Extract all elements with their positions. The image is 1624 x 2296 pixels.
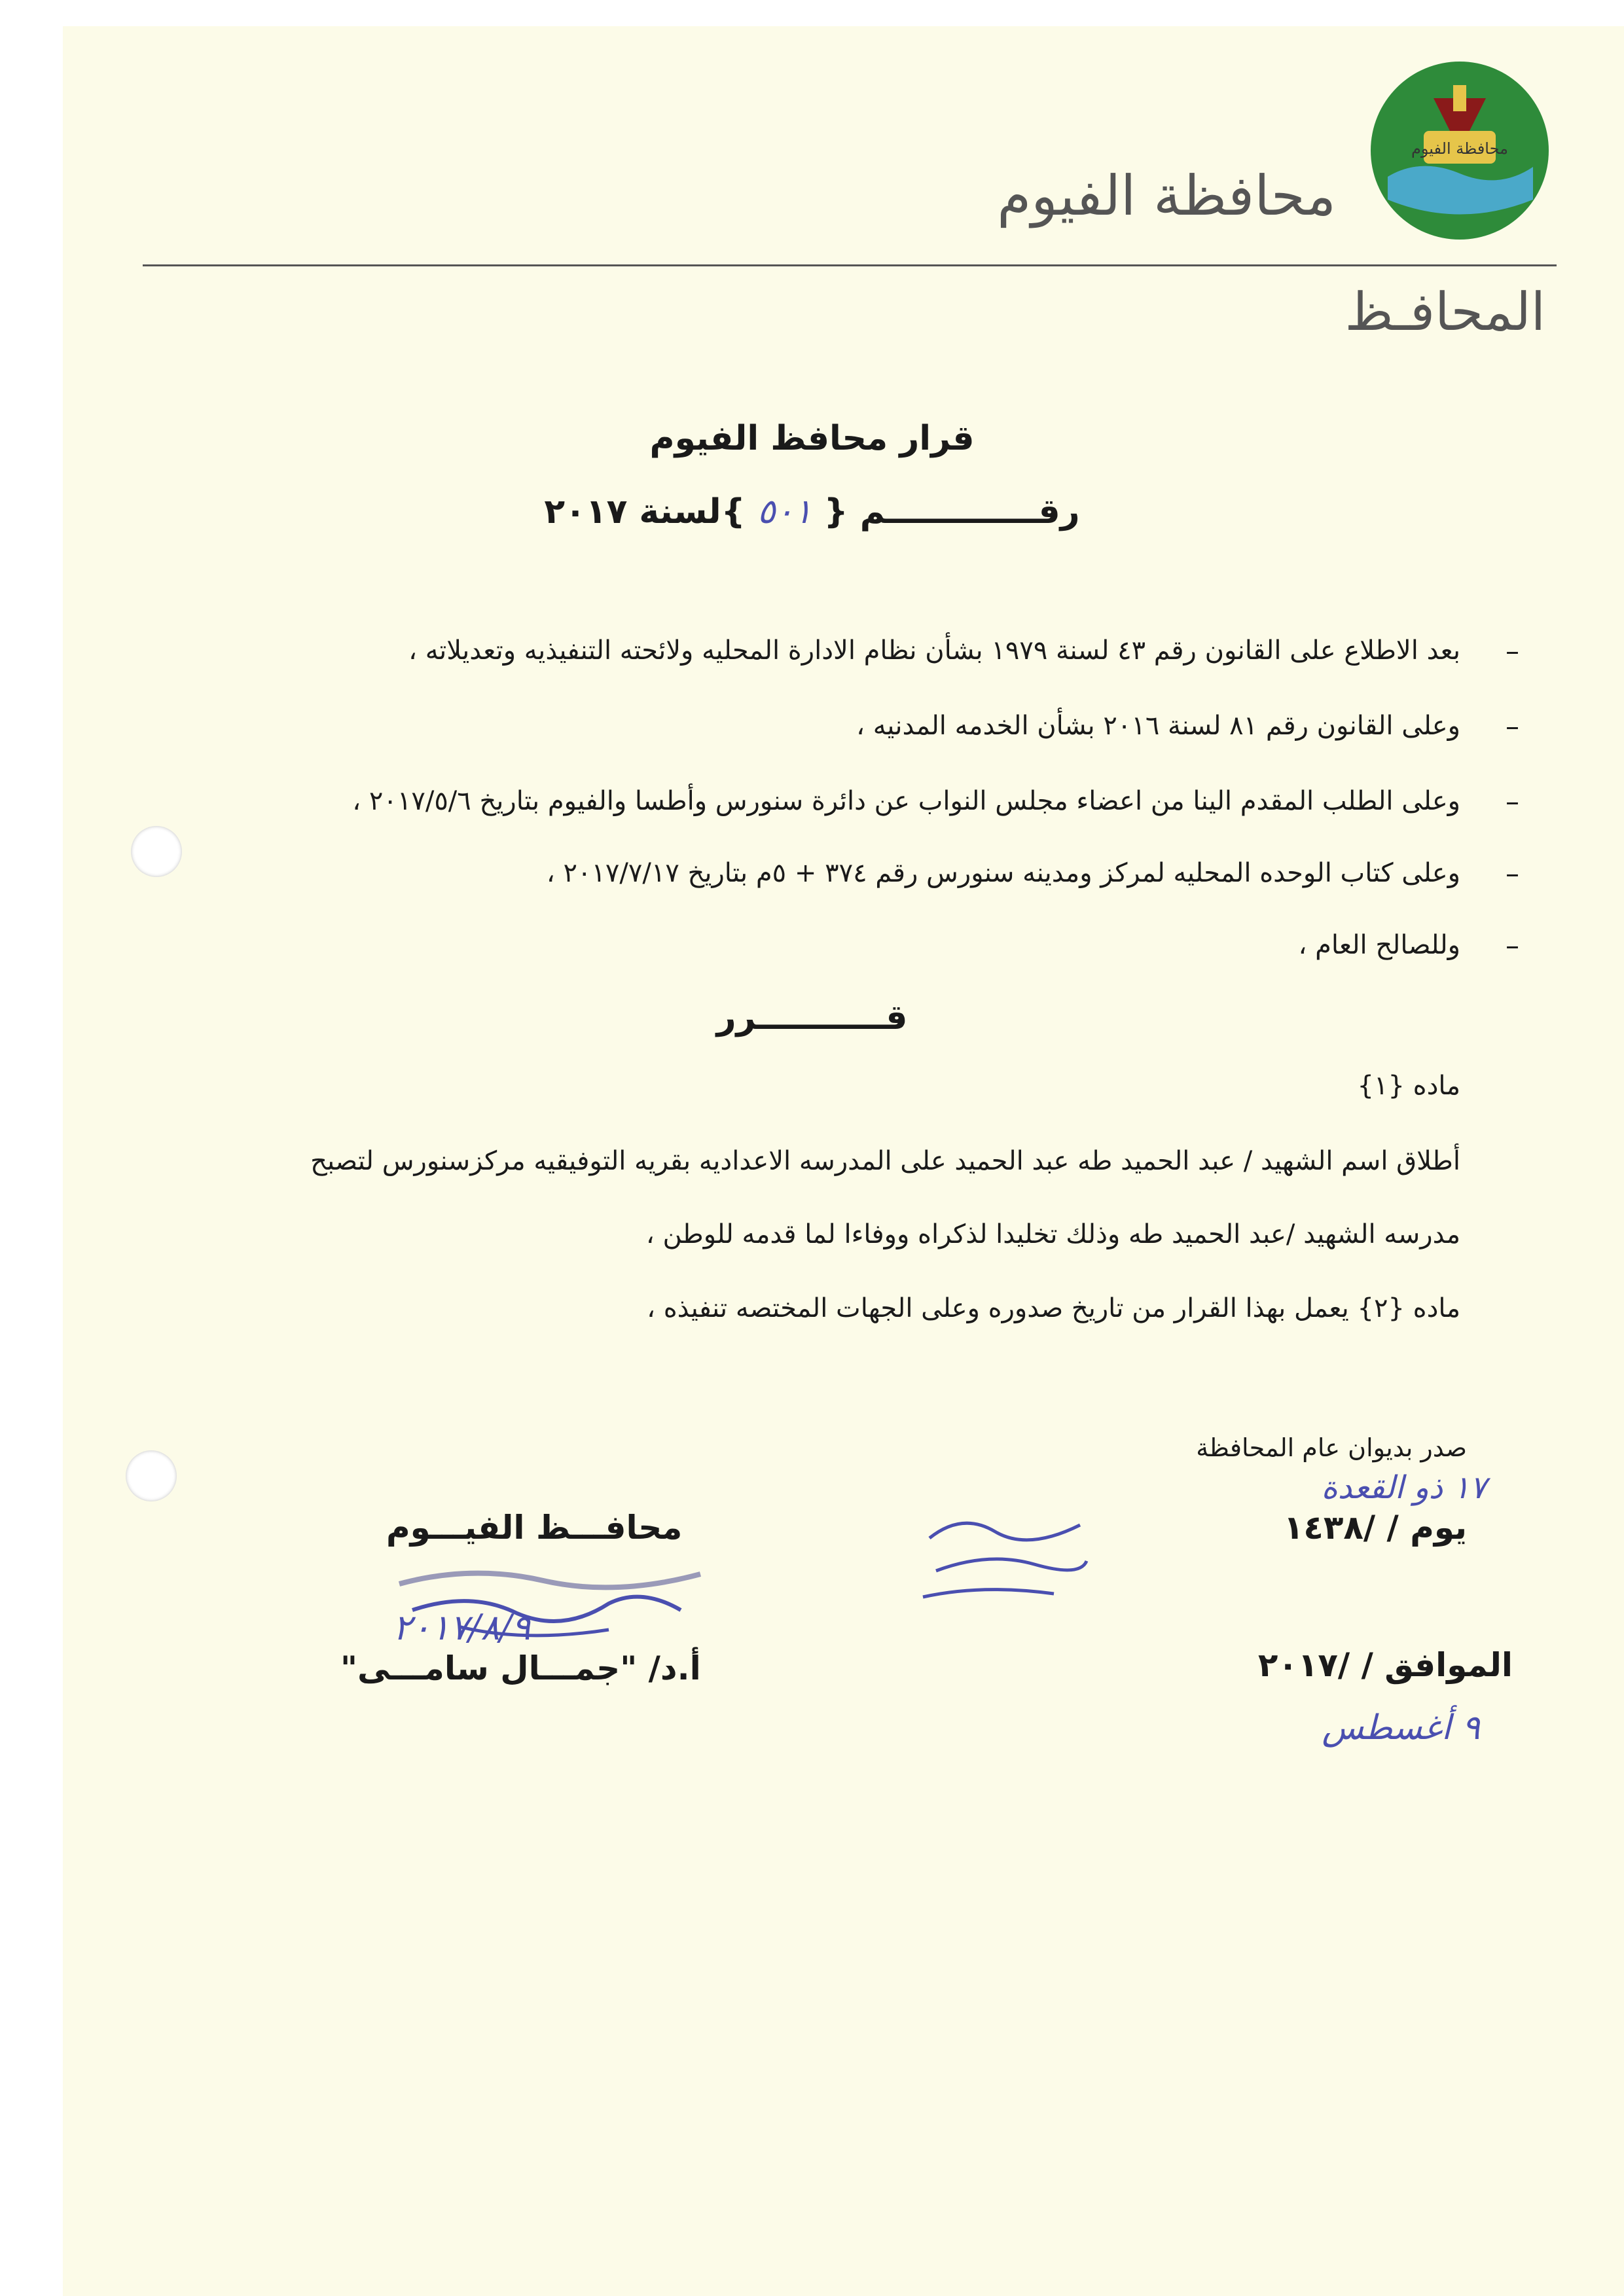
gregorian-date-handwritten: ٩ أغسطس [1322,1708,1480,1748]
signature-date: ٢٠١٧/٨/٩ [393,1607,531,1648]
preamble-item: وللصالح العام ، [1298,930,1460,960]
bullet-dash: – [1506,785,1519,817]
preamble-item: وعلى القانون رقم ٨١ لسنة ٢٠١٦ بشأن الخدمه المدنيه ، [856,711,1460,741]
bullet-dash: – [1506,929,1519,961]
decision-number-line [0,492,1624,531]
resolved-heading: قـــــــــــرر [716,998,908,1037]
article-1-text-continued: مدرسه الشهيد /عبد الحميد طه وذلك تخليدا لذكراه ووفاءا لما قدمه للوطن ، [645,1219,1460,1249]
number-prefix: رقـــــــــــــم { [823,492,1080,531]
bullet-dash: – [1506,710,1519,742]
punch-hole [131,826,182,877]
header-divider [143,264,1557,266]
number-suffix: }لسنة ٢٠١٧ [544,492,746,531]
governorate-name: محافظة الفيوم [997,164,1336,228]
signatory-title: محافـــظ الفيـــوم [386,1509,683,1547]
preamble-item: وعلى كتاب الوحده المحليه لمركز ومدينه سنورس رقم ٣٧٤ + ٥م بتاريخ ٢٠١٧/٧/١٧ ، [546,858,1460,888]
office-title: المحافـظ [1344,281,1545,342]
gregorian-date-line: الموافق / /٢٠١٧ [1257,1646,1513,1684]
decision-title: قرار محافظ الفيوم [649,419,975,458]
punch-hole [126,1450,177,1501]
initials-mark [910,1499,1106,1623]
bullet-dash: – [1506,635,1519,667]
article-1-label: ماده {١} [1357,1071,1460,1101]
signatory-name: أ.د/ "جمـــال سامـــى" [340,1649,701,1687]
article-2-text: ماده {٢} يعمل بهذا القرار من تاريخ صدوره وعلى الجهات المختصه تنفيذه ، [647,1293,1460,1323]
governorate-logo [1362,59,1558,242]
preamble-item: وعلى الطلب المقدم الينا من اعضاء مجلس النواب عن دائرة سنورس وأطسا والفيوم بتاريخ ٢٠١٧/٥/٦ ، [352,786,1460,816]
article-1-text: أطلاق اسم الشهيد / عبد الحميد طه عبد الحميد على المدرسه الاعداديه بقريه التوفيقيه مركزسنورس لتصبح [310,1146,1460,1176]
hijri-date-handwritten: ١٧ ذو القعدة [1321,1469,1487,1506]
issued-at: صدر بديوان عام المحافظة [1196,1433,1467,1462]
logo-text: محافظة الفيوم [1411,139,1508,158]
hijri-date-line: يوم / /١٤٣٨ [1283,1509,1467,1547]
preamble-item: بعد الاطلاع على القانون رقم ٤٣ لسنة ١٩٧٩ بشأن نظام الادارة المحليه ولائحته التنفيذيه وتعديلاته ، [408,636,1460,666]
bullet-dash: – [1506,857,1519,889]
decision-number: ٥٠١ [757,492,812,531]
